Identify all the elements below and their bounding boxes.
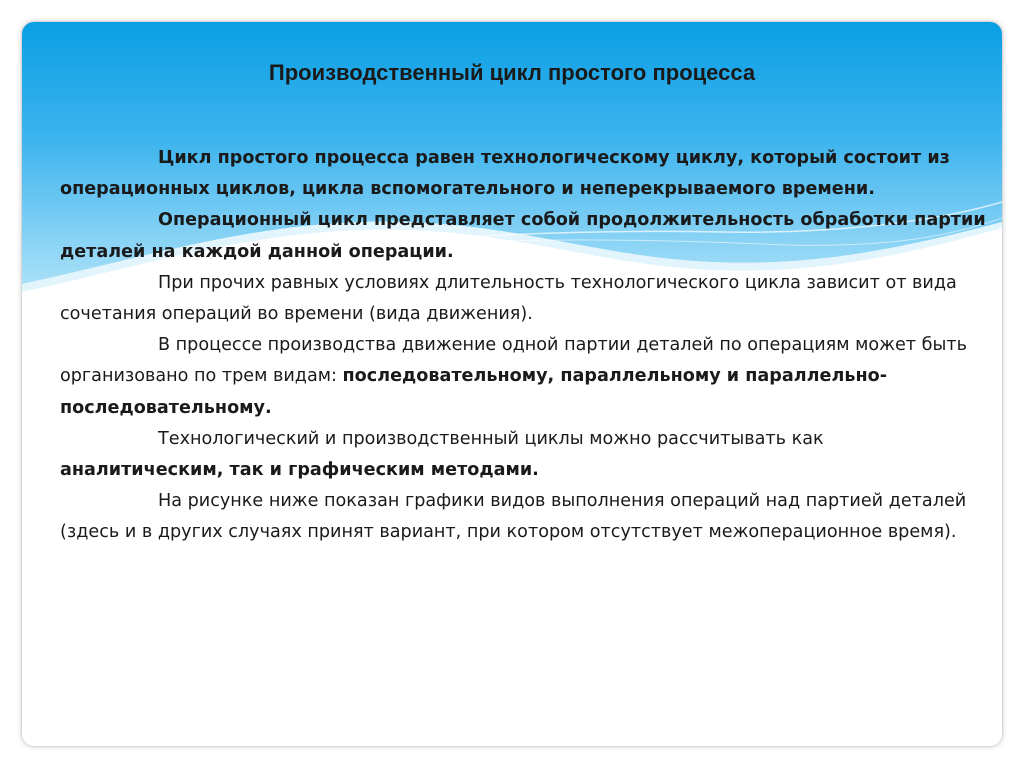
paragraph-4-emphasis: последовательному, параллельному и параллельно-последовательному. <box>60 366 888 418</box>
paragraph-5-text: Технологический и производственный циклы можно рассчитывать как <box>158 428 824 449</box>
paragraph-2 <box>60 205 990 267</box>
paragraph-3 <box>60 268 990 330</box>
slide-title: Производственный цикл простого процесса <box>268 60 756 85</box>
paragraph-1-text: Цикл простого процесса равен технологическому циклу, который состоит из операционных циклов, цикла вспомогательного и неперекрываемого времени. <box>60 148 950 200</box>
paragraph-6 <box>60 486 990 548</box>
paragraph-4 <box>60 330 990 424</box>
paragraph-3-text: При прочих равных условиях длительность технологического цикла зависит от вида сочетания операций во времени (вида движения). <box>60 272 957 325</box>
paragraph-5-emphasis: аналитическим, так и графическим методами. <box>60 460 539 481</box>
paragraph-2-text: Операционный цикл представляет собой продолжительность обработки партии деталей на каждой данной операции. <box>60 210 986 262</box>
paragraph-4-text: В процессе производства движение одной партии деталей по операциям может быть организовано по трем видам: <box>60 335 968 387</box>
slide-card <box>22 22 1002 746</box>
slide-body <box>60 143 990 549</box>
paragraph-1 <box>60 143 990 205</box>
paragraph-5 <box>60 424 990 486</box>
paragraph-6-text: На рисунке ниже показан графики видов выполнения операций над партией деталей (здесь и в других случаях принят вариант, при котором отсутствует межоперационное время). <box>60 491 967 543</box>
